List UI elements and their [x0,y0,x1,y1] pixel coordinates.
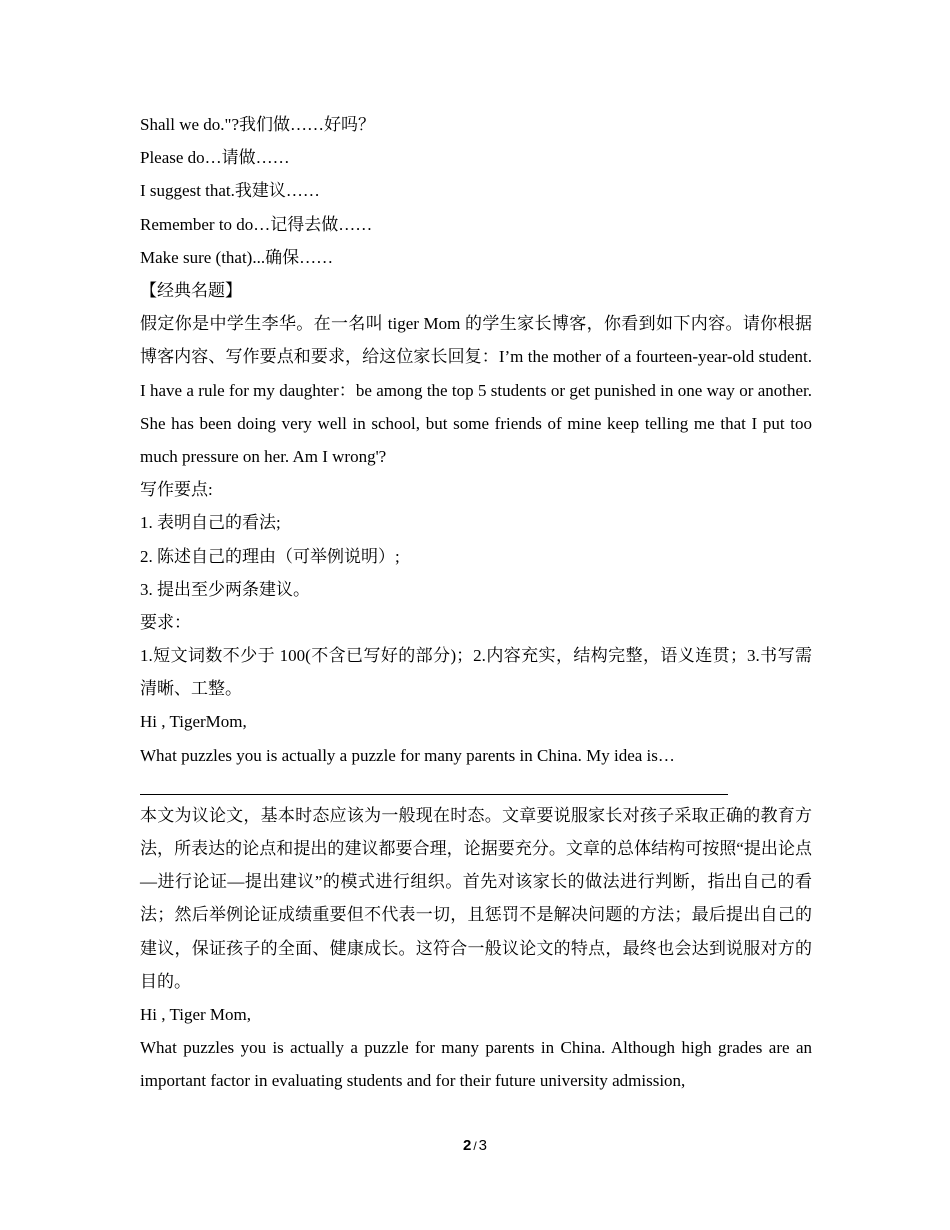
writing-point-item: 3. 提出至少两条建议。 [140,579,310,599]
letter-greeting: Hi , TigerMom, [140,712,247,732]
analysis-paragraph: 本文为议论文，基本时态应该为一般现在时态。文章要说服家长对孩子采取正确的教育方法，所表达的论点和提出的建议都要合理，论据要充分。文章的总体结构可按照“提出论点—进行论证—提出建议”的模式进行组织。首先对该家长的做法进行判断，指出自己的看法；然后举例论证成绩重要但不代表一切，且惩罚不是解决问题的方法；最后提出自己的建议，保证孩子的全面、健康成长。这符合一般议论文的特点，最终也会达到说服对方的 目的。 [140,805,812,991]
page-number-separator: / [473,1139,477,1153]
phrase-line-make-sure: Make sure (that)...确保…… [140,247,334,267]
answer-blank-line [140,794,728,795]
document-body [140,108,812,1098]
phrase-line-please-do: Please do…请做…… [140,148,290,168]
phrase-line-shall-we: Shall we do."?我们做……好吗？ [140,115,376,134]
requirements-paragraph: 1.短文词数不少于 100(不含已写好的部分)；2.内容充实，结构完整，语义连贯；3.书写需清晰、工整。 [140,646,812,699]
writing-prompt-paragraph: 假定你是中学生李华。在一名叫 tiger Mom 的学生家长博客，你看到如下内容。请你根据博客内容、写作要点和要求，给这位家长回复：I’m the mother of a fourteen-year-old student. I have a rule for my daughter：be among the top 5 students or get punished in one way or another. She has been doing very well in school, but some friends of mine keep telling me that I put too much pressure on her. Am I wrong'? [140,314,812,466]
total-page-number: 3 [478,1137,488,1154]
current-page-number: 2 [462,1137,472,1154]
phrase-line-remember: Remember to do…记得去做…… [140,214,373,234]
phrase-line-i-suggest: I suggest that.我建议…… [140,181,320,201]
page-number [0,1136,950,1156]
section-heading-classic-question: 【经典名题】 [140,280,242,300]
sample-answer-paragraph: What puzzles you is actually a puzzle for many parents in China. Although high grades are an important factor in evaluating students and for their future university admission, [140,1038,812,1091]
sample-greeting: Hi , Tiger Mom, [140,1005,251,1025]
writing-point-item: 1. 表明自己的看法; [140,513,281,533]
writing-point-item: 2. 陈述自己的理由（可举例说明）; [140,546,400,566]
letter-opening-line: What puzzles you is actually a puzzle for many parents in China. My idea is… [140,745,675,765]
writing-points-heading: 写作要点: [140,480,213,500]
requirements-heading: 要求： [140,612,191,632]
